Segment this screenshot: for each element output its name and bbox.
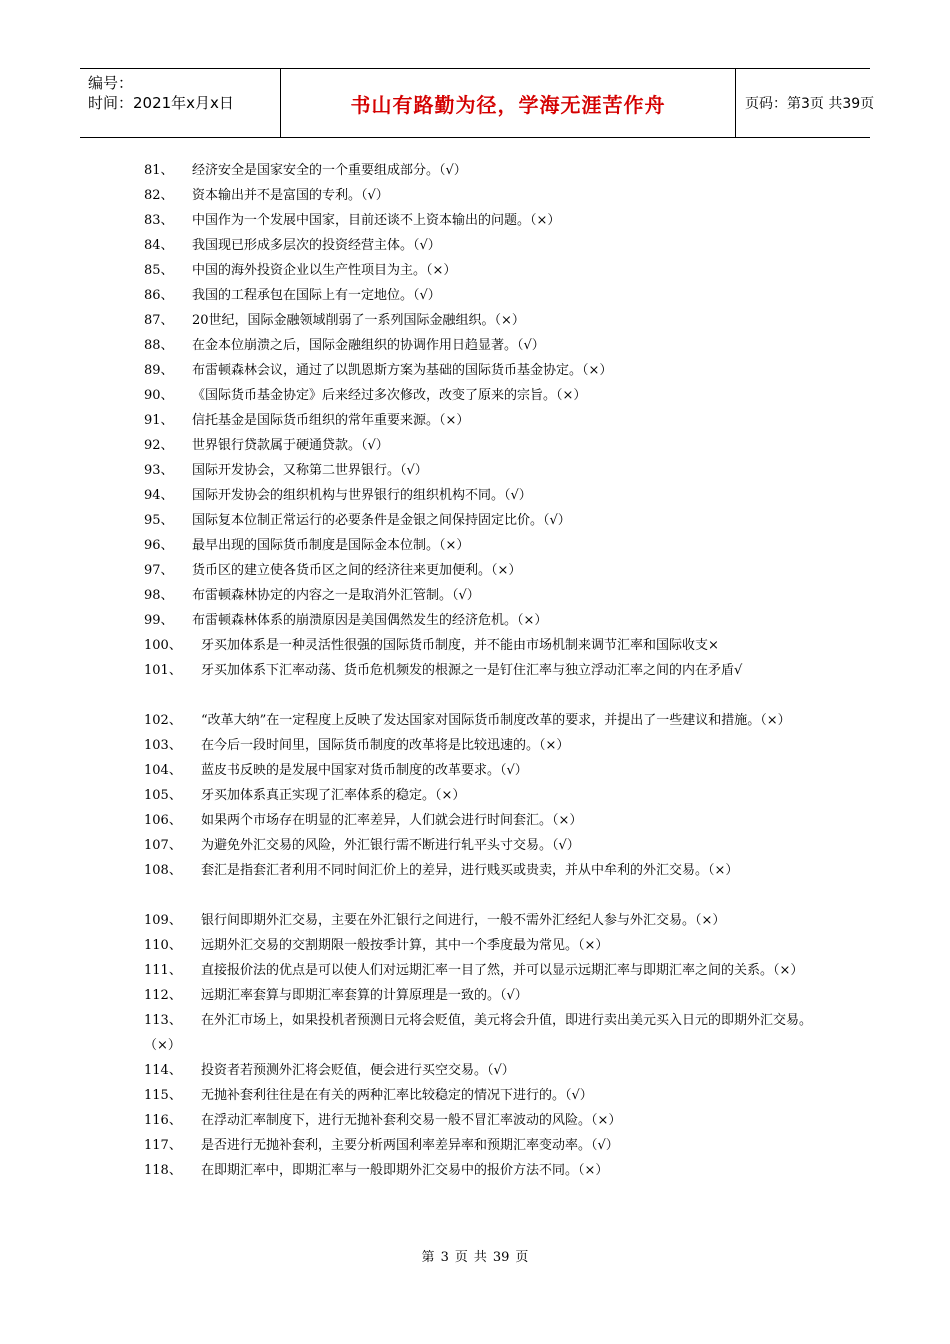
- item-number: 91、: [144, 413, 174, 428]
- list-item: [144, 758, 814, 783]
- list-item: [144, 383, 814, 408]
- footer-total-pages: 39: [492, 1250, 510, 1265]
- document-number-label: 编号：: [88, 74, 134, 92]
- item-text: 布雷顿森林协定的内容之一是取消外汇管制。（√）: [192, 588, 480, 603]
- item-text: 我国现已形成多层次的投资经营主体。（√）: [192, 238, 441, 253]
- list-item: [144, 958, 814, 983]
- item-text: 我国的工程承包在国际上有一定地位。（√）: [192, 288, 441, 303]
- list-item: [144, 308, 814, 333]
- list-item: [144, 183, 814, 208]
- item-text: 牙买加体系下汇率动荡、货币危机频发的根源之一是钉住汇率与独立浮动汇率之间的内在矛盾√: [201, 663, 743, 678]
- item-number: 105、: [144, 788, 182, 803]
- list-item: [144, 733, 814, 758]
- list-item: [144, 1133, 814, 1158]
- list-item: [144, 608, 814, 633]
- item-text: 牙买加体系是一种灵活性很强的国际货币制度，并不能由市场机制来调节汇率和国际收支×: [201, 638, 719, 653]
- item-text: 套汇是指套汇者利用不同时间汇价上的差异，进行贱买或贵卖，并从中牟利的外汇交易。（×）: [201, 863, 739, 878]
- item-text: 中国的海外投资企业以生产性项目为主。（×）: [192, 263, 457, 278]
- item-text: 在即期汇率中，即期汇率与一般即期外汇交易中的报价方法不同。（×）: [201, 1163, 609, 1178]
- item-text: 布雷顿森林体系的崩溃原因是美国偶然发生的经济危机。（×）: [192, 613, 548, 628]
- item-number: 84、: [144, 238, 174, 253]
- footer-page-number: 3: [440, 1250, 449, 1265]
- item-number: 103、: [144, 738, 182, 753]
- list-item: [144, 458, 814, 483]
- list-item: [144, 283, 814, 308]
- item-number: 95、: [144, 513, 174, 528]
- item-number: 92、: [144, 438, 174, 453]
- list-item: [144, 658, 814, 683]
- list-item: [144, 233, 814, 258]
- header-motto: 书山有路勤为径，学海无涯苦作舟: [350, 92, 666, 117]
- item-number: 97、: [144, 563, 174, 578]
- item-text: 银行间即期外汇交易，主要在外汇银行之间进行，一般不需外汇经纪人参与外汇交易。（×）: [201, 913, 726, 928]
- item-number: 81、: [144, 163, 174, 178]
- list-item: [144, 333, 814, 358]
- item-number: 96、: [144, 538, 174, 553]
- item-number: 94、: [144, 488, 174, 503]
- page-footer: [0, 1246, 950, 1265]
- item-number: 98、: [144, 588, 174, 603]
- list-item: [144, 583, 814, 608]
- item-text: 在浮动汇率制度下，进行无抛补套利交易一般不冒汇率波动的风险。（×）: [201, 1113, 622, 1128]
- spacer: [144, 683, 814, 708]
- item-number: 99、: [144, 613, 174, 628]
- item-text: 国际开发协会，又称第二世界银行。（√）: [192, 463, 428, 478]
- item-text: 中国作为一个发展中国家，目前还谈不上资本输出的问题。（×）: [192, 213, 561, 228]
- item-text: 世界银行贷款属于硬通贷款。（√）: [192, 438, 389, 453]
- item-text: 在金本位崩溃之后，国际金融组织的协调作用日趋显著。（√）: [192, 338, 545, 353]
- footer-text: 共: [473, 1250, 487, 1265]
- header-motto-cell: [280, 69, 736, 137]
- list-item: [144, 1008, 814, 1058]
- item-number: 111、: [144, 963, 182, 978]
- item-number: 118、: [144, 1163, 182, 1178]
- item-number: 106、: [144, 813, 182, 828]
- item-number: 113、: [144, 1013, 182, 1028]
- list-item: [144, 358, 814, 383]
- item-text: 投资者若预测外汇将会贬值，便会进行买空交易。（√）: [201, 1063, 515, 1078]
- item-number: 86、: [144, 288, 174, 303]
- header-page-code: 页码：第3页 共39页: [745, 96, 875, 112]
- list-item: [144, 483, 814, 508]
- list-item: [144, 558, 814, 583]
- list-item: [144, 1158, 814, 1183]
- list-item: [144, 1083, 814, 1108]
- item-text: 《国际货币基金协定》后来经过多次修改，改变了原来的宗旨。（×）: [192, 388, 587, 403]
- item-number: 116、: [144, 1113, 182, 1128]
- item-number: 100、: [144, 638, 182, 653]
- item-text: 20世纪，国际金融领域削弱了一系列国际金融组织。（×）: [192, 313, 525, 328]
- list-item: [144, 808, 814, 833]
- item-text: 货币区的建立使各货币区之间的经济往来更加便利。（×）: [192, 563, 522, 578]
- item-number: 90、: [144, 388, 174, 403]
- item-text: 远期汇率套算与即期汇率套算的计算原理是一致的。（√）: [201, 988, 528, 1003]
- item-text: 牙买加体系真正实现了汇率体系的稳定。（×）: [201, 788, 466, 803]
- item-number: 85、: [144, 263, 174, 278]
- item-text: 在外汇市场上，如果投机者预测日元将会贬值，美元将会升值，即进行卖出美元买入日元的即期外汇交易。（×）: [144, 1013, 813, 1053]
- item-number: 101、: [144, 663, 182, 678]
- list-item: [144, 533, 814, 558]
- list-item: [144, 983, 814, 1008]
- item-text: 蓝皮书反映的是发展中国家对货币制度的改革要求。（√）: [201, 763, 528, 778]
- item-number: 112、: [144, 988, 182, 1003]
- item-number: 87、: [144, 313, 174, 328]
- list-item: [144, 858, 814, 883]
- item-number: 89、: [144, 363, 174, 378]
- item-number: 82、: [144, 188, 174, 203]
- item-text: 远期外汇交易的交割期限一般按季计算，其中一个季度最为常见。（×）: [201, 938, 609, 953]
- question-list: [144, 158, 814, 1183]
- item-text: 布雷顿森林会议，通过了以凯恩斯方案为基础的国际货币基金协定。（×）: [192, 363, 613, 378]
- item-number: 107、: [144, 838, 182, 853]
- item-number: 117、: [144, 1138, 182, 1153]
- item-number: 108、: [144, 863, 182, 878]
- item-number: 104、: [144, 763, 182, 778]
- item-text: 是否进行无抛补套利，主要分析两国利率差异率和预期汇率变动率。（√）: [201, 1138, 619, 1153]
- item-number: 115、: [144, 1088, 182, 1103]
- item-text: 国际开发协会的组织机构与世界银行的组织机构不同。（√）: [192, 488, 532, 503]
- item-number: 109、: [144, 913, 182, 928]
- item-text: 最早出现的国际货币制度是国际金本位制。（×）: [192, 538, 470, 553]
- item-number: 102、: [144, 713, 182, 728]
- list-item: [144, 933, 814, 958]
- item-number: 83、: [144, 213, 174, 228]
- footer-text: 页: [515, 1250, 529, 1265]
- list-item: [144, 1108, 814, 1133]
- spacer: [144, 883, 814, 908]
- item-number: 88、: [144, 338, 174, 353]
- list-item: [144, 908, 814, 933]
- list-item: [144, 833, 814, 858]
- item-text: 国际复本位制正常运行的必要条件是金银之间保持固定比价。（√）: [192, 513, 571, 528]
- header-left-cell: [80, 69, 280, 137]
- footer-text: 第: [421, 1250, 435, 1265]
- item-text: 资本输出并不是富国的专利。（√）: [192, 188, 389, 203]
- list-item: [144, 1058, 814, 1083]
- document-date-label: 时间：2021年x月x日: [88, 94, 234, 112]
- header-page-cell: [735, 69, 875, 137]
- item-number: 93、: [144, 463, 174, 478]
- item-text: 如果两个市场存在明显的汇率差异，人们就会进行时间套汇。（×）: [201, 813, 583, 828]
- list-item: [144, 208, 814, 233]
- item-text: 直接报价法的优点是可以使人们对远期汇率一目了然，并可以显示远期汇率与即期汇率之间的关系。（×）: [201, 963, 804, 978]
- list-item: [144, 783, 814, 808]
- list-item: [144, 158, 814, 183]
- item-text: 为避免外汇交易的风险，外汇银行需不断进行轧平头寸交易。（√）: [201, 838, 580, 853]
- list-item: [144, 408, 814, 433]
- list-item: [144, 258, 814, 283]
- list-item: [144, 633, 814, 658]
- item-number: 110、: [144, 938, 182, 953]
- page-header: [80, 68, 875, 138]
- item-text: “改革大纳”在一定程度上反映了发达国家对国际货币制度改革的要求，并提出了一些建议和措施。（×）: [201, 713, 791, 728]
- item-number: 114、: [144, 1063, 182, 1078]
- item-text: 无抛补套利往往是在有关的两种汇率比较稳定的情况下进行的。（√）: [201, 1088, 593, 1103]
- footer-text: 页: [454, 1250, 468, 1265]
- item-text: 在今后一段时间里，国际货币制度的改革将是比较迅速的。（×）: [201, 738, 570, 753]
- list-item: [144, 433, 814, 458]
- item-text: 经济安全是国家安全的一个重要组成部分。（√）: [192, 163, 467, 178]
- list-item: [144, 508, 814, 533]
- list-item: [144, 708, 814, 733]
- item-text: 信托基金是国际货币组织的常年重要来源。（×）: [192, 413, 470, 428]
